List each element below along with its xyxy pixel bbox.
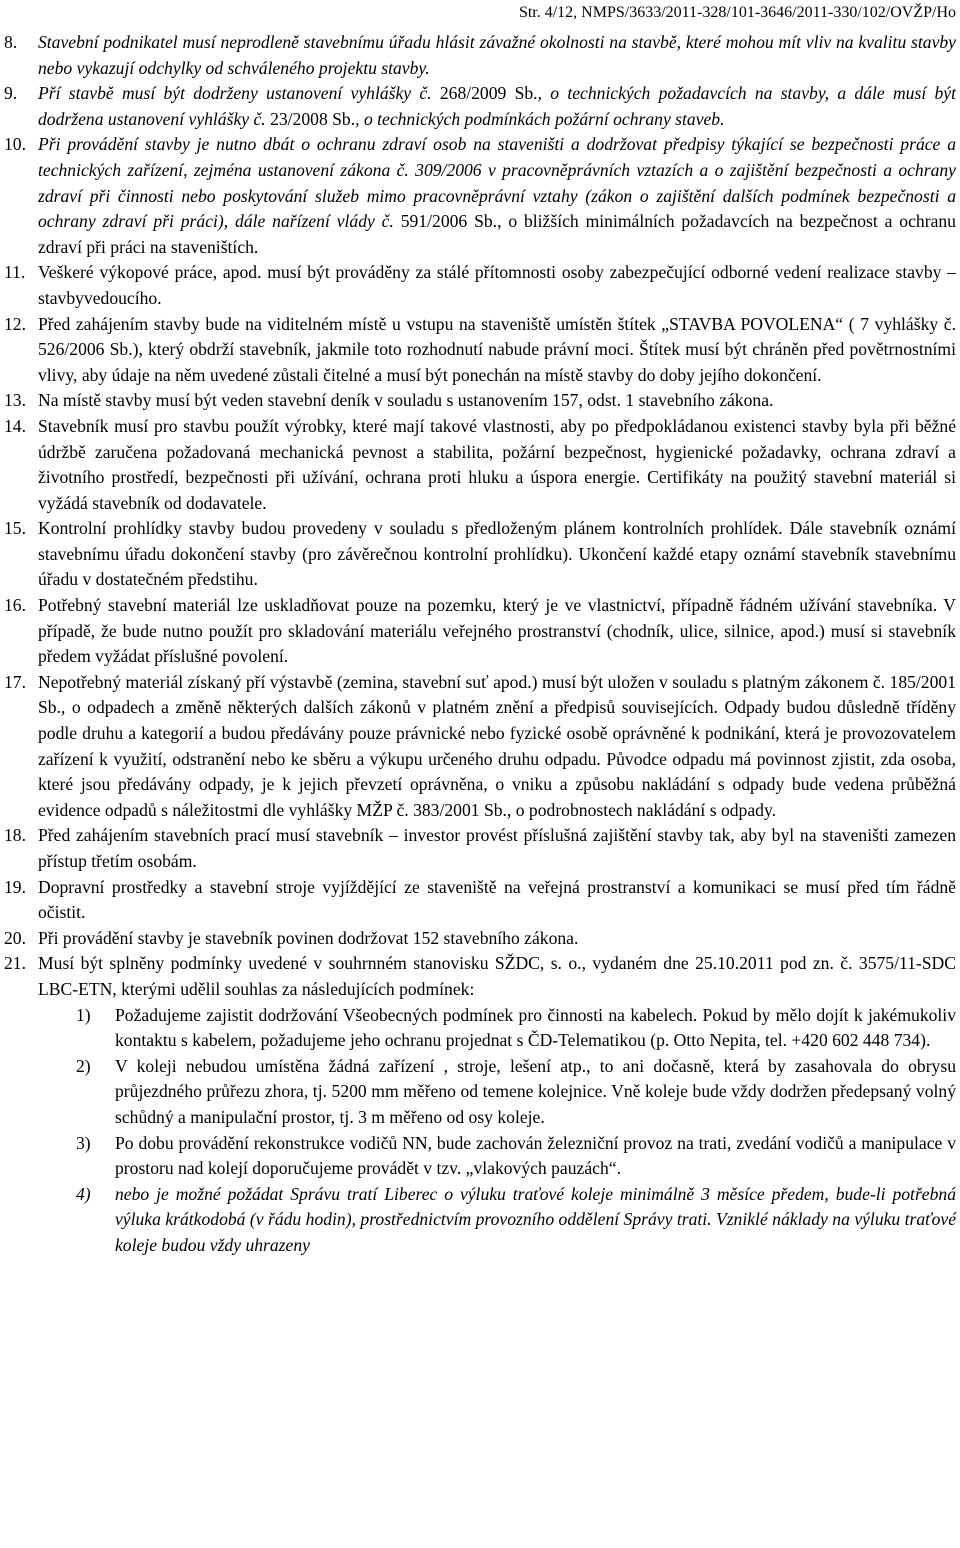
page-header: Str. 4/12, NMPS/3633/2011-328/101-3646/2011-330/102/OVŽP/Ho — [518, 4, 956, 21]
condition-item — [0, 30, 960, 81]
condition-item — [0, 951, 960, 1002]
condition-number: 19. — [4, 876, 26, 897]
condition-number: 8. — [4, 32, 18, 52]
condition-number: 16. — [4, 595, 26, 616]
condition-text: Dopravní prostředky a stavební stroje vyjíždějící ze staveniště na veřejná prostranství a komunikaci se musí před tím řádně očistit. — [38, 876, 956, 923]
condition-text: Nepotřebný materiál získaný pří výstavbě (zemina, stavební suť apod.) musí být uložen v souladu s platným zákonem č. 185/2001 Sb., o odpadech a změně některých dalších zákonů v platném znění a předpisů souvisejících. Odpady budou důsledně tříděny podle druhu a kategorií a budou předávány pouze právnické nebo fyzické osobě oprávněné k podnikání, která je provozovatelem zařízení k využití, odstranění nebo ke sběru a výkupu určeného druhu odpadu. Původce odpadu má povinnost zjistit, zda osoba, které jsou předávány odpady, je k jejich převzetí oprávněna, o vniku a způsobu nakládání s odpady bude vedena průběžná evidence odpadů s náležitostmi dle vyhlášky MŽP č. 383/2001 Sb., o podrobnostech nakládání s odpady. — [38, 671, 956, 820]
condition-number: 15. — [4, 518, 26, 539]
sub-condition-text: Po dobu provádění rekonstrukce vodičů NN, bude zachován železniční provoz na trati, zvedání vodičů a manipulace v prostoru nad kolejí doporučujeme provádět v tzv. „vlakových pauzách“. — [115, 1132, 956, 1179]
condition-text: Na místě stavby musí být veden stavební deník v souladu s ustanovením 157, odst. 1 stavebního zákona. — [38, 390, 774, 411]
document-body — [0, 30, 960, 1259]
sub-condition-number: 2) — [76, 1055, 91, 1076]
sub-condition-text: V koleji nebudou umístěna žádná zařízení , stroje, lešení atp., to ani dočasně, která by zasahovala do obrysu průjezdného průřezu zhora, tj. 5200 mm měřeno od temene kolejnice. Vně koleje bude vždy dodržen předepsaný volný schůdný a manipulační prostor, tj. 3 m měřeno od osy koleje. — [115, 1055, 956, 1127]
sub-condition-number: 4) — [76, 1183, 91, 1204]
condition-text: 268/2009 Sb. — [439, 83, 538, 104]
condition-item — [0, 414, 960, 516]
condition-text: , o technických požadavcích na stavby, a dále musí být dodržena ustanovení vyhlášky č. — [38, 83, 956, 129]
condition-text: Při provádění stavby je nutno dbát o ochranu zdraví osob na staveništi a dodržovat předpisy týkající se bezpečnosti práce a technických zařízení, zejména ustanovení zákona č. — [38, 134, 956, 180]
sub-condition-item — [0, 1003, 960, 1054]
condition-item — [0, 823, 960, 874]
sub-condition-number: 3) — [76, 1132, 91, 1153]
condition-item — [0, 516, 960, 593]
condition-text: , o bližších minimálních požadavcích na bezpečnost a ochranu zdraví při práci na staveništích. — [38, 211, 956, 257]
condition-item — [0, 670, 960, 824]
condition-number: 20. — [4, 927, 26, 948]
condition-text: Potřebný stavební materiál lze uskladňovat pouze na pozemku, který je ve vlastnictví, případně řádném užívání stavebníka. V případě, že bude nutno použít pro skladování materiálu veřejného prostranství (chodník, ulice, silnice, apod.) musí si stavebník předem vyžádat příslušné povolení. — [38, 595, 956, 667]
condition-number: 10. — [4, 134, 26, 155]
conditions-list — [0, 30, 960, 1003]
condition-item — [0, 875, 960, 926]
sub-conditions-list — [0, 1003, 960, 1259]
condition-number: 12. — [4, 313, 26, 334]
condition-number: 18. — [4, 825, 26, 846]
condition-text: 23/2008 Sb. — [270, 108, 356, 129]
sub-condition-item — [0, 1182, 960, 1259]
condition-text: , o technických podmínkách požární ochrany staveb. — [355, 108, 725, 129]
condition-text: musí být prováděny za stálé přítomnosti osoby zabezpečující odborné vedení realizace stavby – stavbyvedoucího. — [38, 262, 956, 308]
sub-condition-text: Požadujeme zajistit dodržování Všeobecných podmínek pro činnosti na kabelech. Pokud by mělo dojít k jakémukoliv kontaktu s kabelem, požadujeme jeho ochranu projednat s ČD-Telematikou (p. Otto Nepita, tel. +420 602 448 734). — [115, 1004, 956, 1051]
condition-item — [0, 593, 960, 670]
condition-text: Musí být splněny podmínky uvedené v souhrnném stanovisku SŽDC, s. o., vydaném dne 25.10.2011 pod zn. č. 3575/11-SDC LBC-ETN, kterými udělil souhlas za následujících podmínek: — [38, 953, 956, 999]
condition-number: 13. — [4, 390, 26, 411]
condition-number: 9. — [4, 83, 18, 104]
condition-item — [0, 388, 960, 414]
sub-condition-number: 1) — [76, 1004, 91, 1025]
condition-text: Před zahájením stavebních prací musí stavebník – investor provést příslušná zajištění stavby tak, aby byl na staveništi zamezen přístup třetím osobám. — [38, 825, 956, 871]
condition-text: Před zahájením stavby bude na viditelném místě u vstupu na staveniště umístěn štítek „STAVBA POVOLENA“ ( 7 vyhlášky č. 526/2006 Sb.), který obdrží stavebník, jakmile toto rozhodnutí nabude právní moci. Štítek musí být chráněn před povětrnostními vlivy, aby údaje na něm uvedené zůstali čitelné a musí být ponechán na místě stavby do doby jejího dokončení. — [38, 313, 956, 385]
condition-text: Stavební podnikatel musí neprodleně stavebnímu úřadu hlásit závažné okolnosti na stavbě, které mohou mít vliv na kvalitu stavby nebo vykazují odchylky od schváleného projektu stavby. — [38, 32, 956, 78]
condition-item — [0, 312, 960, 389]
condition-text: Pří stavbě musí být dodrženy ustanovení vyhlášky č. — [38, 83, 440, 104]
sub-condition-item — [0, 1054, 960, 1131]
condition-item — [0, 81, 960, 132]
condition-text: Při provádění stavby je stavebník povinen dodržovat 152 stavebního zákona. — [38, 927, 579, 948]
condition-item — [0, 260, 960, 311]
condition-number: 11. — [4, 262, 26, 283]
condition-text: 591/2006 Sb. — [400, 211, 498, 232]
condition-item — [0, 132, 960, 260]
condition-item — [0, 926, 960, 952]
condition-number: 21. — [4, 953, 26, 974]
sub-condition-text: nebo je možné požádat Správu tratí Liberec o výluku traťové koleje minimálně 3 měsíce předem, bude-li potřebná výluka krátkodobá (v řádu hodin), prostřednictvím provozního oddělení Správy trati. Vzniklé náklady na výluku traťové koleje budou vždy uhrazeny — [115, 1183, 956, 1255]
condition-number: 14. — [4, 415, 26, 436]
condition-number: 17. — [4, 671, 26, 692]
condition-text: 309/2006 v pracovněprávních vztazích a o zajištění bezpečnosti a ochrany zdraví při činnosti nebo poskytování služeb mimo pracovněprávní vztahy (zákon o zajištění dalších podmínek bezpečnosti a ochrany zdraví při práci), dále nařízení vlády č. — [38, 159, 956, 232]
condition-text: Veškeré výkopové práce, apod. — [38, 262, 262, 283]
condition-text: Stavebník musí pro stavbu použít výrobky, které mají takové vlastnosti, aby po předpokládanou existenci stavby byla při běžné údržbě zaručena požadovaná mechanická pevnost a stabilita, požární bezpečnost, hygienické požadavky, ochrana zdraví a životního prostředí, bezpečnosti při užívání, ochrana proti hluku a úspora energie. Certifikáty na použitý stavební materiál si vyžádá stavebník od dodavatele. — [38, 415, 956, 513]
condition-text: Kontrolní prohlídky stavby budou provedeny v souladu s předloženým plánem kontrolních prohlídek. Dále stavebník oznámí stavebnímu úřadu dokončení stavby (pro závěrečnou kontrolní prohlídku). Ukončení každé etapy oznámí stavebník stavebnímu úřadu v dostatečném předstihu. — [38, 518, 956, 590]
sub-condition-item — [0, 1131, 960, 1182]
